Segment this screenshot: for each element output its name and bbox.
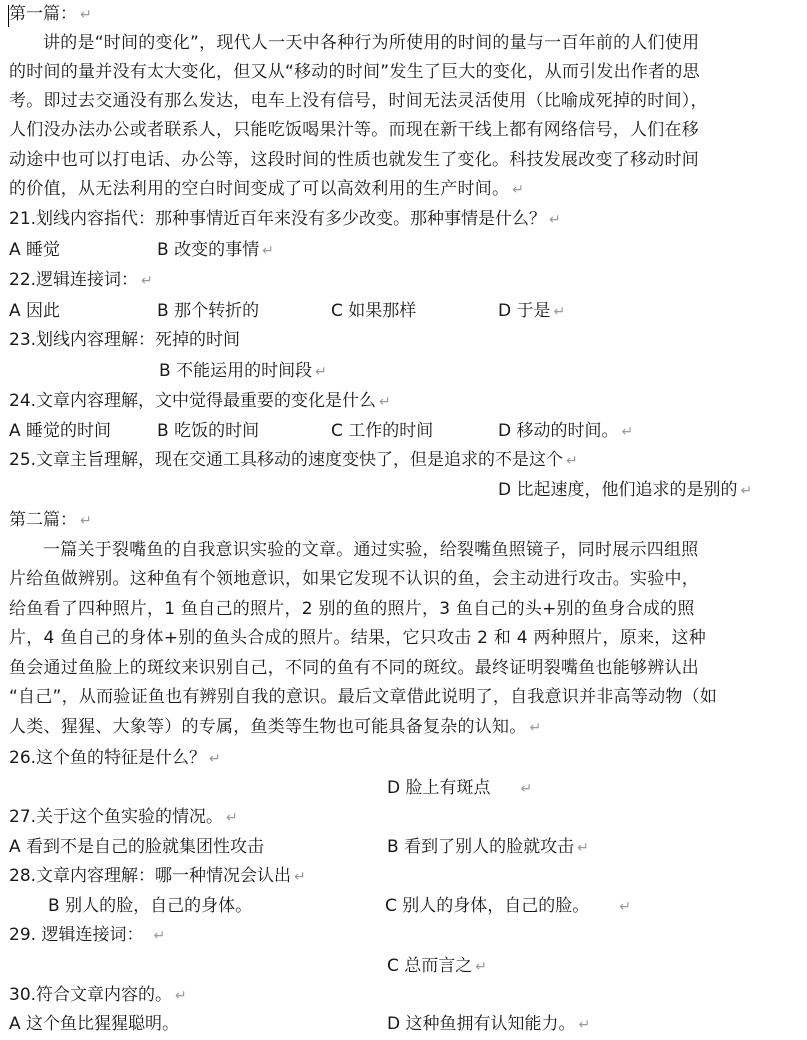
question-24-options: [9, 417, 789, 446]
question-21: 21.划线内容指代：那种事情近百年来没有多少改变。那种事情是什么？ ↵: [9, 209, 561, 229]
p2-line-7: 人类、猩猩、大象等）的专属，鱼类等生物也可能具备复杂的认知。 ↵: [9, 717, 542, 737]
question-29-options: [9, 952, 789, 981]
option-a: A 睡觉的时间: [9, 421, 112, 441]
p2-line-3: 给鱼看了四种照片，1 鱼自己的照片，2 别的鱼的照片，3 鱼自己的头+别的鱼身合成的照: [9, 599, 695, 619]
paragraph-mark: ↵: [80, 513, 92, 529]
paragraph-mark: ↵: [315, 364, 327, 380]
option-b: B 不能运用的时间段 ↵: [159, 361, 327, 381]
question-25: 25.文章主旨理解，现在交通工具移动的速度变快了，但是追求的不是这个 ↵: [9, 450, 578, 470]
p1-line-4: 人们没办法办公或者联系人，只能吃饭喝果汁等。而现在新干线上都有网络信号，人们在移: [9, 120, 699, 140]
option-a: A 因此: [9, 301, 61, 321]
p1-line-3: 考。即过去交通没有那么发达，电车上没有信号，时间无法灵活使用（比喻成死掉的时间），: [9, 91, 708, 111]
p1-line-1: 讲的是“时间的变化”，现代人一天中各种行为所使用的时间的量与一百年前的人们使用: [43, 33, 700, 53]
option-c: C 如果那样: [331, 301, 417, 321]
option-b: B 改变的事情 ↵: [157, 240, 274, 260]
option-a: A 睡觉: [9, 240, 61, 260]
question-29: 29. 逻辑连接词： ↵: [9, 925, 166, 945]
paragraph-mark: ↵: [621, 424, 634, 440]
p2-line-5: 鱼会通过鱼脸上的斑纹来识别自己，不同的鱼有不同的斑纹。最终证明裂嘴鱼也能够辨认出: [9, 658, 699, 678]
p1-line-2: 的时间的量并没有太大变化，但又从“移动的时间”发生了巨大的变化，从而引发出作者的思: [9, 62, 700, 82]
paragraph-mark: ↵: [520, 781, 533, 797]
question-25-options: [9, 476, 799, 505]
paragraph-mark: ↵: [619, 899, 632, 915]
question-27-options: [9, 833, 789, 862]
option-c: C 工作的时间: [331, 421, 434, 441]
question-30: 30.符合文章内容的。 ↵: [9, 985, 187, 1005]
paragraph-mark: ↵: [529, 720, 542, 736]
paragraph-mark: ↵: [379, 394, 391, 410]
paragraph-mark: ↵: [209, 751, 221, 767]
option-b: B 别人的脸，自己的身体。: [48, 896, 253, 916]
paragraph-mark: ↵: [262, 243, 274, 259]
question-24: 24.文章内容理解，文中觉得最重要的变化是什么 ↵: [9, 391, 391, 411]
paragraph-mark: ↵: [512, 182, 525, 198]
p2-line-6: “自己”，从而验证鱼也有辨别自我的意识。最后文章借此说明了，自我意识并非高等动物（如: [9, 687, 718, 707]
question-28-options: [9, 892, 789, 921]
section-heading-2: 第二篇： ↵: [9, 510, 92, 530]
p2-line-2: 片给鱼做辨别。这种鱼有个领地意识，如果它发现不认识的鱼，会主动进行攻击。实验中，: [9, 569, 699, 589]
paragraph-mark: ↵: [566, 453, 578, 469]
p2-line-1: 一篇关于裂嘴鱼的自我意识实验的文章。通过实验，给裂嘴鱼照镜子，同时展示四组照: [43, 540, 699, 560]
paragraph-mark: ↵: [153, 928, 166, 944]
question-26-options: [9, 774, 789, 803]
question-27: 27.关于这个鱼实验的情况。 ↵: [9, 807, 238, 827]
paragraph-mark: ↵: [226, 810, 238, 826]
paragraph-mark: ↵: [549, 212, 561, 228]
paragraph-mark: ↵: [740, 483, 753, 499]
option-d: D 比起速度，他们追求的是别的 ↵: [498, 480, 753, 500]
p1-line-5: 动途中也可以打电话、办公等，这段时间的性质也就发生了变化。科技发展改变了移动时间: [9, 150, 699, 170]
question-28: 28.文章内容理解：哪一种情况会认出 ↵: [9, 866, 306, 886]
paragraph-mark: ↵: [475, 959, 488, 975]
option-d: D 于是 ↵: [498, 301, 566, 321]
question-21-options: [9, 236, 789, 265]
question-23-options: [9, 357, 789, 386]
option-a: A 看到不是自己的脸就集团性攻击: [9, 837, 265, 857]
paragraph-mark: ↵: [141, 273, 153, 289]
question-22-options: [9, 297, 789, 326]
paragraph-mark: ↵: [578, 1017, 591, 1033]
option-b: B 看到了别人的脸就攻击 ↵: [387, 837, 589, 857]
paragraph-mark: ↵: [175, 988, 187, 1004]
paragraph-mark: ↵: [294, 869, 306, 885]
option-d: D 移动的时间。 ↵: [498, 421, 634, 441]
question-22: 22.逻辑连接词： ↵: [9, 270, 153, 290]
p2-line-4: 片，4 鱼自己的身体+别的鱼头合成的照片。结果，它只攻击 2 和 4 两种照片，原来，这种: [9, 628, 706, 648]
paragraph-mark: ↵: [80, 7, 92, 23]
option-d: D 这种鱼拥有认知能力。 ↵: [387, 1014, 591, 1034]
option-c: C 别人的身体，自己的脸。 ↵: [385, 896, 632, 916]
question-26: 26.这个鱼的特征是什么？ ↵: [9, 748, 221, 768]
question-30-options: [9, 1010, 789, 1039]
option-a: A 这个鱼比猩猩聪明。: [9, 1014, 180, 1034]
paragraph-mark: ↵: [577, 840, 589, 856]
option-c: C 总而言之 ↵: [387, 956, 488, 976]
option-b: B 那个转折的: [157, 301, 260, 321]
option-b: B 吃饭的时间: [157, 421, 260, 441]
question-23: 23.划线内容理解：死掉的时间: [9, 330, 241, 350]
p1-line-6: 的价值，从无法利用的空白时间变成了可以高效利用的生产时间。 ↵: [9, 179, 525, 199]
option-d: D 脸上有斑点 ↵: [387, 778, 533, 798]
paragraph-mark: ↵: [553, 304, 566, 320]
section-heading-1: 第一篇： ↵: [9, 4, 92, 24]
